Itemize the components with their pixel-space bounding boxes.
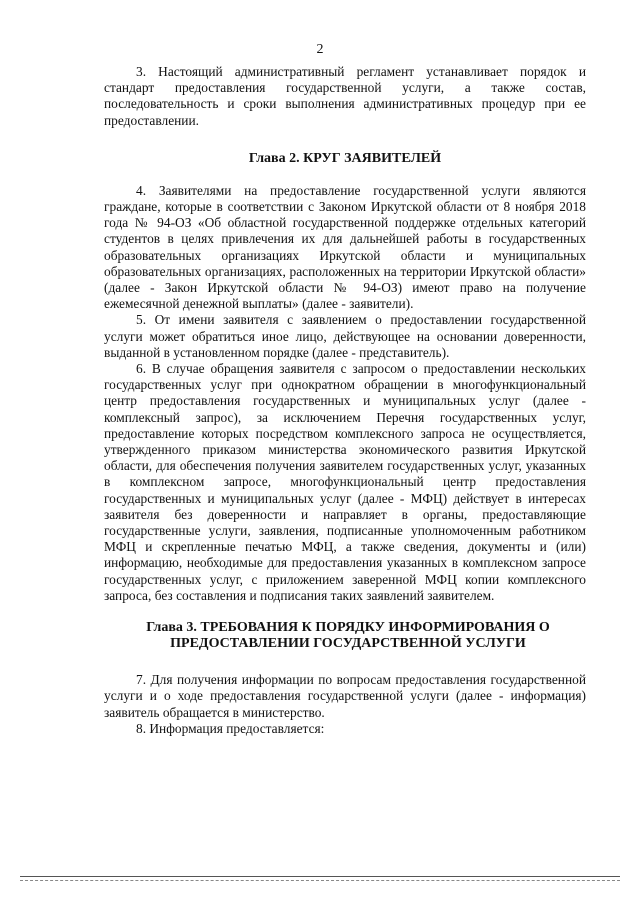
chapter-2-heading: Глава 2. КРУГ ЗАЯВИТЕЛЕЙ bbox=[248, 150, 442, 166]
paragraph-7: 7. Для получения информации по вопросам предоставления государственной услуги и о ходе предоставления государственной услуги (далее - информация) заявитель обращается в министерство. bbox=[104, 672, 586, 720]
page-bottom-rule-dashed bbox=[20, 880, 620, 881]
paragraph-3: 3. Настоящий административный регламент устанавливает порядок и стандарт предоставления государственной услуги, а также состав, последовательность и сроки выполнения административных процедур при ее предоставлении. bbox=[104, 64, 586, 128]
chapter-3-heading: Глава 3. ТРЕБОВАНИЯ К ПОРЯДКУ ИНФОРМИРОВАНИЯ О ПРЕДОСТАВЛЕНИИ ГОСУДАРСТВЕННОЙ УСЛУГИ bbox=[146, 620, 550, 652]
paragraph-6: 6. В случае обращения заявителя с запросом о предоставлении нескольких государственных услуг при однократном обращении в многофункциональный центр предоставления государственных и муниципальных услуг (далее - комплексный запрос), за исключением Перечня государственных услуг, предоставление которых посредством комплексного запроса не осуществляется, утвержденного приказом министерства экономического развития Иркутской области, для обеспечения получения заявителем государственных услуг, указанных в комплексном запросе, многофункциональный центр предоставления государственных и муниципальных услуг (далее - МФЦ) действует в интересах заявителя без доверенности и направляет в органы, предоставляющие государственные услуги, заявления, подписанные уполномоченным работником МФЦ и скрепленные печатью МФЦ, а также сведения, документы и (или) информацию, необходимые для предоставления указанных в комплексном запросе государственных услуг, с приложением заверенной МФЦ копии комплексного запроса, без составления и подписания таких заявлений заявителем. bbox=[104, 361, 586, 603]
document-body bbox=[104, 64, 586, 737]
page-bottom-rule bbox=[20, 876, 620, 877]
paragraph-4: 4. Заявителями на предоставление государственной услуги являются граждане, которые в соответствии с Законом Иркутской области от 8 ноября 2018 года № 94-ОЗ «Об областной государственной поддержке отдельных категорий студентов в целях привлечения их для дальнейшей работы в государственных образовательных организациях Иркутской области и муниципальных образовательных организациях, расположенных на территории Иркутской области» (далее - Закон Иркутской области № 94-ОЗ) имеют право на получение ежемесячной денежной выплаты» (далее - заявители). bbox=[104, 182, 586, 312]
page-number: 2 bbox=[316, 42, 324, 57]
paragraph-5: 5. От имени заявителя с заявлением о предоставлении государственной услуги может обратиться иное лицо, действующее на основании доверенности, выданной в установленном порядке (далее - представитель). bbox=[104, 312, 586, 360]
paragraph-8: 8. Информация предоставляется: bbox=[136, 720, 325, 736]
